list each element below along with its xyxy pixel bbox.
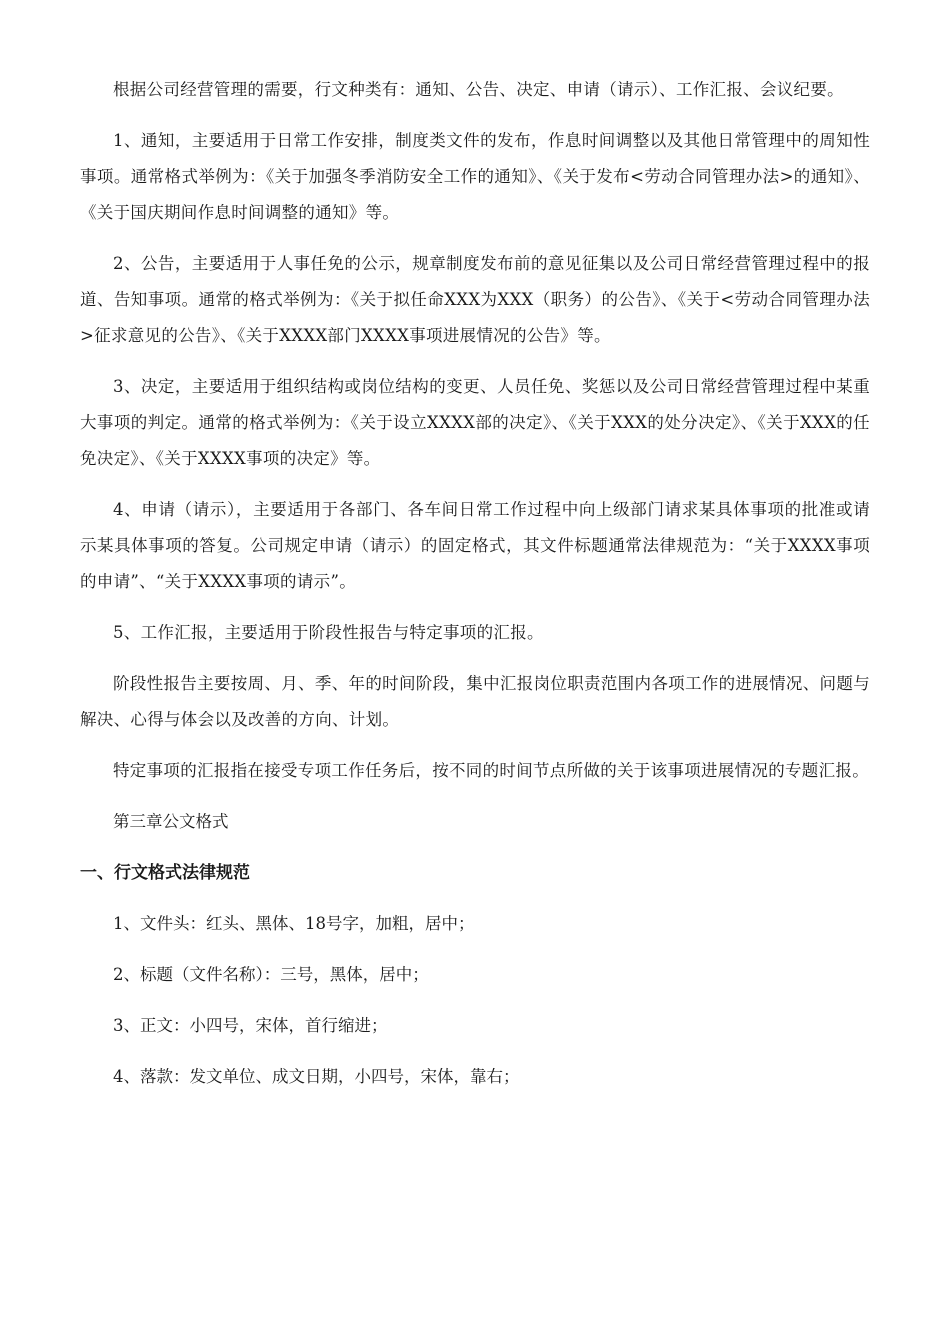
intro-paragraph: 根据公司经营管理的需要，行文种类有：通知、公告、决定、申请（请示）、工作汇报、会议纪要。 (113, 80, 844, 99)
section-title: 一、行文格式法律规范 (80, 863, 250, 883)
application-paragraph: 4、申请（请示），主要适用于各部门、各车间日常工作过程中向上级部门请求某具体事项的批准或请示某具体事项的答复。公司规定申请（请示）的固定格式，其文件标题通常法律规范为：“关于XXXX事项的申请”、“关于XXXX事项的请示”。 (80, 500, 870, 591)
document-page (80, 72, 870, 1110)
periodic-report-paragraph: 阶段性报告主要按周、月、季、年的时间阶段，集中汇报岗位职责范围内各项工作的进展情况、问题与解决、心得与体会以及改善的方向、计划。 (80, 674, 870, 729)
format-item-title: 2、标题（文件名称）：三号，黑体，居中； (113, 965, 429, 984)
special-report-paragraph: 特定事项的汇报指在接受专项工作任务后，按不同的时间节点所做的关于该事项进展情况的专题汇报。 (113, 761, 869, 780)
chapter-title: 第三章公文格式 (113, 812, 229, 831)
decision-paragraph: 3、决定，主要适用于组织结构或岗位结构的变更、人员任免、奖惩以及公司日常经营管理过程中某重大事项的判定。通常的格式举例为：《关于设立XXXX部的决定》、《关于XXX的处分决定》、《关于XXX的任免决定》、《关于XXXX事项的决定》等。 (80, 377, 870, 468)
format-item-signature: 4、落款：发文单位、成文日期，小四号，宋体，靠右； (113, 1067, 520, 1086)
format-item-header: 1、文件头：红头、黑体、18号字，加粗，居中； (113, 914, 475, 933)
work-report-paragraph: 5、工作汇报，主要适用于阶段性报告与特定事项的汇报。 (113, 623, 544, 642)
notice-paragraph: 1、通知，主要适用于日常工作安排，制度类文件的发布，作息时间调整以及其他日常管理中的周知性事项。通常格式举例为：《关于加强冬季消防安全工作的通知》、《关于发布<劳动合同管理办法>的通知》、《关于国庆期间作息时间调整的通知》等。 (80, 131, 870, 222)
format-item-body: 3、正文：小四号，宋体，首行缩进； (113, 1016, 388, 1035)
announcement-paragraph: 2、公告，主要适用于人事任免的公示，规章制度发布前的意见征集以及公司日常经营管理过程中的报道、告知事项。通常的格式举例为：《关于拟任命XXX为XXX（职务）的公告》、《关于<劳动合同管理办法>征求意见的公告》、《关于XXXX部门XXXX事项进展情况的公告》等。 (80, 254, 870, 345)
